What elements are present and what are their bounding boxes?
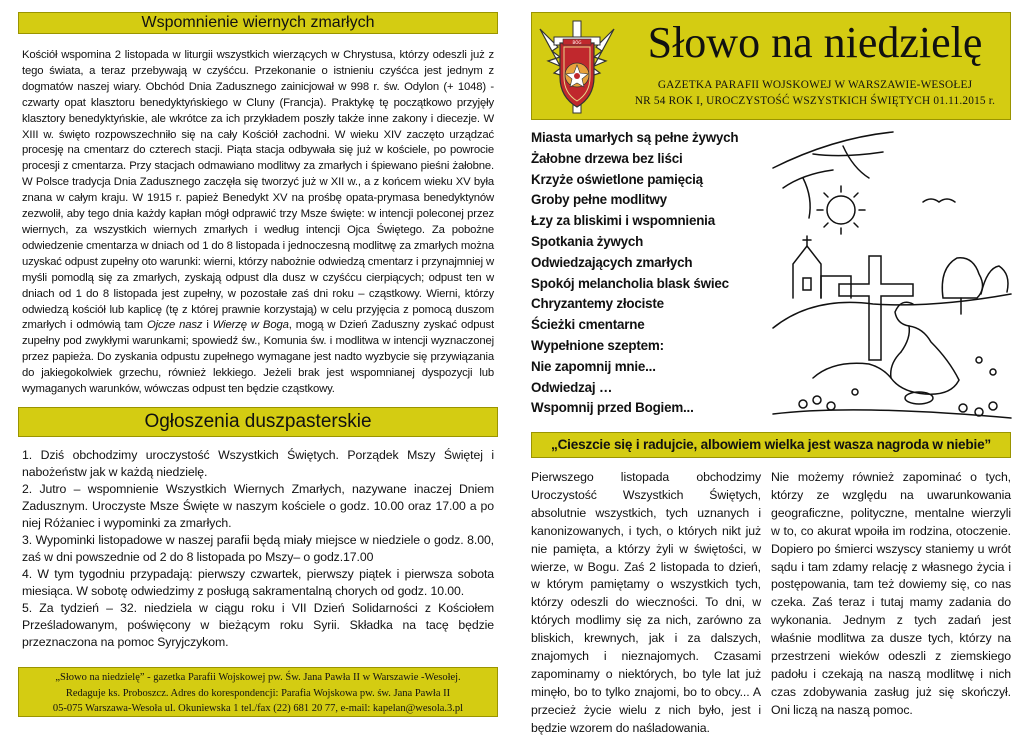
right-page: [531, 12, 1011, 735]
poem-line: Groby pełne modlitwy: [531, 192, 667, 208]
poem-line: Wypełnione szeptem:: [531, 337, 664, 353]
announcement-item: 3. Wypominki listopadowe w naszej parafii będą miały miejsce w niedziele o godz. 8.00, zaś w dni powszednie od 2 do 8 listopada po Mszy– o godz.17.00: [22, 532, 494, 564]
announcements-heading: Ogłoszenia duszpasterskie: [18, 407, 498, 437]
newsletter-title: Słowo na niedzielę: [647, 18, 983, 67]
flowers-icon: [799, 357, 997, 416]
article-column-1: Pierwszego listopada obchodzimy Uroczystość Wszystkich Świętych, absolutnie wszystkich, tych uznanych i kanonizowanych, i tych, o których nikt już nie pamięta, a którzy żyli w świętości, w wierze, w Bogu. Zaś 2 listopada to dzień, w którym pamiętamy o wszystkich tych, którzy odeszli do wieczności. To dni, w których modlimy się za nich, zarówno za bliskich, krewnych, jak i za dalszych, znajomych i nieznajomych. Czasami zapominamy o niektórych, bo tyle lat już minęło, bo to tylko znajomi, bo to obcy... A przecież życie wielu z nich było, jest i będzie wzorem do naśladowania.: [531, 470, 761, 735]
memorial-article: [18, 48, 498, 398]
poem-line: Wspomnij przed Bogiem...: [531, 400, 694, 416]
memorial-text-part: i: [202, 319, 213, 332]
poem-line: Ścieżki cmentarne: [531, 317, 645, 333]
announcement-item: 5. Za tydzień – 32. niedziela w ciągu roku i VII Dzień Solidarności z Kościołem Prześladowanym, poświęcony w bieżącym roku Syrii. Składka na tacę będzie przeznaczona na pomoc Syryjczykom.: [22, 600, 494, 649]
memorial-heading: Wspomnienie wiernych zmarłych: [18, 12, 498, 34]
issue-info: NR 54 ROK I, UROCZYSTOŚĆ WSZYSTKICH ŚWIĘTYCH 01.11.2015 r.: [634, 95, 996, 107]
announcement-item: 4. W tym tygodniu przypadają: pierwszy czwartek, pierwszy piątek i pierwsza sobota miesiąca. W sobotę odwiedzimy z posługą sakramentalną chorych od godz. 10.00.: [22, 566, 494, 598]
footer-line: Redaguje ks. Proboszcz. Adres do korespondencji: Parafia Wojskowa pw. św. Jana Pawła II: [65, 687, 451, 699]
announcement-item: 1. Dziś obchodzimy uroczystość Wszystkich Świętych. Porządek Mszy Świętej i nabożeństw jak w każdą niedzielę.: [22, 447, 494, 479]
poem-line: Odwiedzaj …: [531, 379, 613, 395]
prayer-title-creed: Wierzę w Boga: [212, 319, 289, 332]
poem-line: Nie zapomnij mnie...: [531, 358, 656, 374]
poem-line: Miasta umarłych są pełne żywych: [531, 130, 739, 145]
poem-line: Spokój melancholia blask świec: [531, 275, 729, 291]
sun-rays-icon: [817, 186, 865, 234]
masthead: [531, 12, 1011, 120]
poem-line: Łzy za bliskimi i wspomnienia: [531, 213, 715, 229]
prayer-title-our-father: Ojcze nasz: [146, 319, 203, 332]
footer-line: 05-075 Warszawa-Wesoła ul. Okuniewska 1 tel./fax (22) 681 20 77, e-mail: kapelan@wesola.3.pl: [52, 703, 464, 714]
parish-crest-icon: [536, 17, 618, 117]
poem: [531, 128, 771, 419]
memorial-text-part: , mogą w Dzień Zaduszny zyskać odpust zupełny pod zwykłymi warunkami; spowiedź św., Komunia św. i modlitwa w intencji wyznaczonej przez papieża. Do zyskania odpustu zupełnego wymagane jest nadto wyzbycie się przywiązania do jakiegokolwiek grzechu, również lekkiego. Jeżeli brak jest wspomnianej dyspozycji lub wymaganych warunków, wówczas odpust ten będzie cząstkowy.: [22, 319, 494, 396]
poem-line: Krzyże oświetlone pamięcią: [531, 171, 703, 187]
poem-line: Żałobne drzewa bez liści: [531, 150, 683, 166]
poem-line: Odwiedzających zmarłych: [531, 254, 693, 270]
poem-line: Spotkania żywych: [531, 233, 644, 249]
newsletter-subtitle: GAZETKA PARAFII WOJSKOWEJ W WARSZAWIE-WESOŁEJ: [657, 79, 973, 91]
article-column-2: Nie możemy również zapominać o tych, którzy ze względu na uwarunkowania geograficzne, polityczne, mentalne wierzyli w to, co akurat wpoiła im rodzina, otoczenie. Dopiero po śmierci wszyscy staniemy u wrót sądu i tam zdamy relację z własnego życia i postępowania, tam też dowiemy się, co nas czeka. Zaś teraz i tutaj mamy zadania do wykonania. Jednym z tych zadań jest właśnie modlitwa za dusze tych, którzy na przestrzeni wieków odeszli z ziemskiego padołu i czekają na naszą modlitwę i nich czas zdobywania zasług już się skończył. Oni liczą na naszą pomoc.: [771, 470, 1011, 717]
crest-motto: BÓG: [572, 40, 582, 45]
announcements-list: [18, 447, 498, 651]
editorial-footer: [18, 667, 498, 717]
announcement-item: 2. Jutro – wspomnienie Wszystkich Wiernych Zmarłych, nazywane inaczej Dniem Zadusznym. Uroczyste Msze Święte w naszym kościele o godz. 10.00 oraz 17.00 a po niej Różaniec i wypominki za zmarłych.: [22, 481, 494, 530]
left-page: [18, 12, 498, 717]
cemetery-illustration: [773, 128, 1011, 428]
scripture-quote: „Cieszcie się i radujcie, albowiem wielka jest wasza nagroda w niebie”: [531, 432, 1011, 458]
memorial-text-part: Kościół wspomina 2 listopada w liturgii wszystkich wierzących w Chrystusa, którzy odeszli już z tego świata, a teraz przebywają w czyśćcu. Przekonanie o istnieniu czyśćca jest jednym z dogmatów naszej wiary. Obchód Dnia Zadusznego zainicjował w 998 r. św. Odylon (+ 1048) - czwarty opat klasztoru benedyktyńskiego w Cluny (Francja). Praktykę tę początkowo przyjęły klasztory benedyktyńskie, ale wkrótce za ich przykładem poszły także inne zakony i diecezje. W XIII w. święto rozpowszechniło się na cały Kościół zachodni. W wieku XIV zaczęto urządzać procesję na cmentarz do czterech stacji. Piąta stacja odbywała się już w kościele, po powrocie procesji z cmentarza. Przy stacjach odmawiano modlitwy za zmarłych i śpiewano pieśni żałobne. W Polsce tradycja Dnia Zadusznego zaczęła się tworzyć już w XII w., a z końcem wieku XV była znana w całym kraju. W 1915 r. papież Benedykt XV na prośbę opata-prymasa benedyktynów zezwolił, aby tego dnia każdy kapłan mógł odprawić trzy Msze święte: w intencji poleconej przez wiernych, za wszystkich wiernych zmarłych i według intencji Ojca Świętego. Za pobożne odwiedzenie cmentarza w dniach od 1 do 8 listopada i jednoczesną modlitwę za zmarłych można uzyskać odpust zupełny oto warunki: wierni, którzy nabożnie odwiedzą cmentarz i przynajmniej w myśli pomodlą się za zmarłych, zyskają odpust dla dusz w czyśćcu cierpiących; odpust ten w dniach od 1 do 8 listopada jest zupełny, w pozostałe zaś dni roku – cząstkowy. Wierni, którzy odwiedzą kościół lub kaplicę (tę z której prawnie korzystają) w celu przyjęcia z pomocą duszom zmarłych i odmówią tam: [22, 49, 494, 332]
poem-line: Chryzantemy złociste: [531, 296, 664, 312]
footer-line: „Słowo na niedzielę” - gazetka Parafii Wojskowej pw. Św. Jana Pawła II w Warszawie -Wesołej.: [55, 672, 461, 683]
